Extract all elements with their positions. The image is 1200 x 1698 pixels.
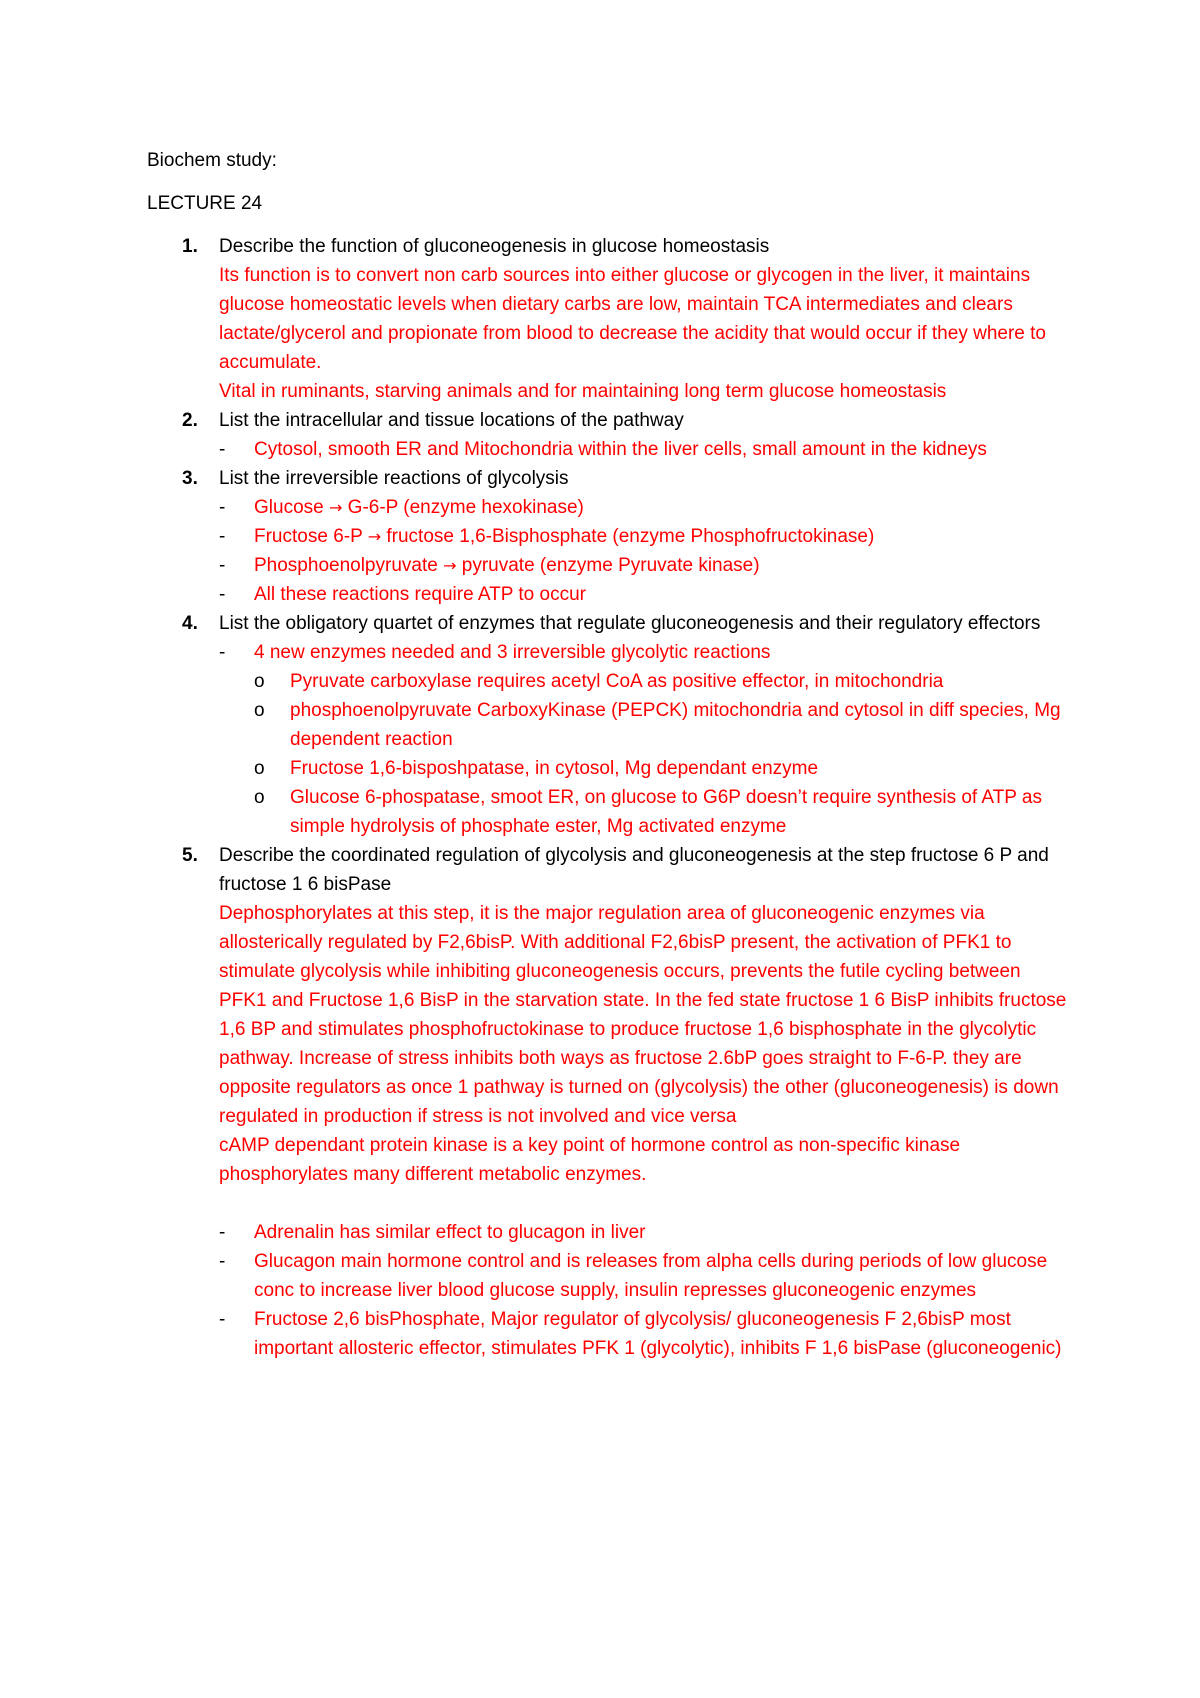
answer-bullet: [219, 1305, 1067, 1363]
question-number: 5.: [182, 845, 198, 866]
dash-marker: -: [219, 1309, 226, 1330]
question-number: 4.: [182, 613, 198, 634]
reaction-product: pyruvate (enzyme Pyruvate kinase): [456, 555, 760, 576]
answer-bullet-text: All these reactions require ATP to occur: [254, 584, 586, 605]
answer-bullet: [219, 493, 1067, 522]
dash-marker: -: [219, 497, 226, 518]
answer-bullet: [219, 638, 1067, 667]
dash-marker: -: [219, 1222, 226, 1243]
question-text: Describe the coordinated regulation of glycolysis and gluconeogenesis at the step fructose 6 P and fructose 1 6 bisPase: [219, 845, 1049, 895]
question-number: 3.: [182, 468, 198, 489]
answer-bullet-text: 4 new enzymes needed and 3 irreversible glycolytic reactions: [254, 642, 771, 663]
answer-paragraph: Its function is to convert non carb sources into either glucose or glycogen in the liver, it maintains glucose homeostatic levels when dietary carbs are low, maintain TCA intermediates and clears lactate/glycerol and propionate from blood to decrease the acidity that would occur if they where to accumulate.: [219, 265, 1046, 373]
question-text: Describe the function of gluconeogenesis in glucose homeostasis: [219, 236, 770, 257]
dash-marker: -: [219, 642, 226, 663]
reaction-substrate: Phosphoenolpyruvate: [254, 555, 444, 576]
right-arrow-icon: →: [367, 527, 382, 546]
question-item: [147, 232, 1067, 406]
enzyme-item: [219, 667, 1067, 696]
right-arrow-icon: →: [328, 498, 343, 517]
enzyme-item-text: Fructose 1,6-bisposhpatase, in cytosol, Mg dependant enzyme: [290, 758, 819, 779]
reaction-product: G-6-P (enzyme hexokinase): [342, 497, 584, 518]
answer-paragraph: Vital in ruminants, starving animals and for maintaining long term glucose homeostasis: [219, 381, 947, 402]
document-title: Biochem study:: [147, 150, 277, 171]
document-body: [147, 146, 1067, 1363]
answer-bullet-list: [219, 1218, 1067, 1363]
answer-bullet: [219, 435, 1067, 464]
reaction-product: fructose 1,6-Bisphosphate (enzyme Phosphofructokinase): [381, 526, 875, 547]
question-item: [147, 464, 1067, 609]
dash-marker: -: [219, 1251, 226, 1272]
question-number: 2.: [182, 410, 198, 431]
enzyme-item-text: Pyruvate carboxylase requires acetyl CoA as positive effector, in mitochondria: [290, 671, 944, 692]
answer-bullet-list: [219, 493, 1067, 609]
enzyme-item-text: Glucose 6-phospatase, smoot ER, on glucose to G6P doesn’t require synthesis of ATP as simple hydrolysis of phosphate ester, Mg activated enzyme: [290, 787, 1042, 837]
circle-bullet-marker: o: [254, 671, 265, 692]
answer-bullet: [219, 522, 1067, 551]
dash-marker: -: [219, 526, 226, 547]
enzyme-item: [219, 696, 1067, 754]
answer-paragraph: Dephosphorylates at this step, it is the major regulation area of gluconeogenic enzymes via allosterically regulated by F2,6bisP. With additional F2,6bisP present, the activation of PFK1 to stimulate glycolysis while inhibiting gluconeogenesis occurs, prevents the futile cycling between PFK1 and Fructose 1,6 BisP in the starvation state. In the fed state fructose 1 6 BisP inhibits fructose 1,6 BP and stimulates phosphofructokinase to produce fructose 1,6 bisphosphate in the glycolytic pathway. Increase of stress inhibits both ways as fructose 2.6bP goes straight to F-6-P. they are opposite regulators as once 1 pathway is turned on (glycolysis) the other (gluconeogenesis) is down regulated in production if stress is not involved and vice versa: [219, 903, 1067, 1127]
enzyme-item: [219, 754, 1067, 783]
reaction-substrate: Glucose: [254, 497, 329, 518]
dash-marker: -: [219, 584, 226, 605]
answer-bullet: [219, 580, 1067, 609]
answer-bullet-list: [219, 638, 1067, 667]
answer-bullet-text: Cytosol, smooth ER and Mitochondria within the liver cells, small amount in the kidneys: [254, 439, 987, 460]
enzyme-item-text: phosphoenolpyruvate CarboxyKinase (PEPCK) mitochondria and cytosol in diff species, Mg dependent reaction: [290, 700, 1061, 750]
answer-bullet: [219, 1247, 1067, 1305]
answer-bullet-text: Adrenalin has similar effect to glucagon in liver: [254, 1222, 646, 1243]
answer-bullet: [219, 1218, 1067, 1247]
answer-bullet-text: Glucagon main hormone control and is releases from alpha cells during periods of low glucose conc to increase liver blood glucose supply, insulin represses gluconeogenic enzymes: [254, 1251, 1048, 1301]
enzyme-item: [219, 783, 1067, 841]
right-arrow-icon: →: [443, 556, 457, 575]
question-text: List the intracellular and tissue locations of the pathway: [219, 410, 684, 431]
question-text: List the irreversible reactions of glycolysis: [219, 468, 569, 489]
question-item: [147, 841, 1067, 1363]
reaction-substrate: Fructose 6-P: [254, 526, 368, 547]
circle-bullet-marker: o: [254, 787, 265, 808]
lecture-heading: LECTURE 24: [147, 193, 263, 214]
question-item: [147, 406, 1067, 464]
question-number: 1.: [182, 236, 198, 257]
blank-line: [219, 1189, 1067, 1218]
answer-bullet: [219, 551, 1067, 580]
dash-marker: -: [219, 439, 226, 460]
enzyme-sub-list: [219, 667, 1067, 841]
question-list: [147, 232, 1067, 1363]
answer-bullet-list: [219, 435, 1067, 464]
answer-bullet-text: Fructose 2,6 bisPhosphate, Major regulator of glycolysis/ gluconeogenesis F 2,6bisP most important allosteric effector, stimulates PFK 1 (glycolytic), inhibits F 1,6 bisPase (gluconeogenic): [254, 1309, 1062, 1359]
question-text: List the obligatory quartet of enzymes that regulate gluconeogenesis and their regulatory effectors: [219, 613, 1041, 634]
question-item: [147, 609, 1067, 841]
circle-bullet-marker: o: [254, 700, 265, 721]
answer-paragraph: cAMP dependant protein kinase is a key point of hormone control as non-specific kinase phosphorylates many different metabolic enzymes.: [219, 1135, 961, 1185]
circle-bullet-marker: o: [254, 758, 265, 779]
dash-marker: -: [219, 555, 226, 576]
